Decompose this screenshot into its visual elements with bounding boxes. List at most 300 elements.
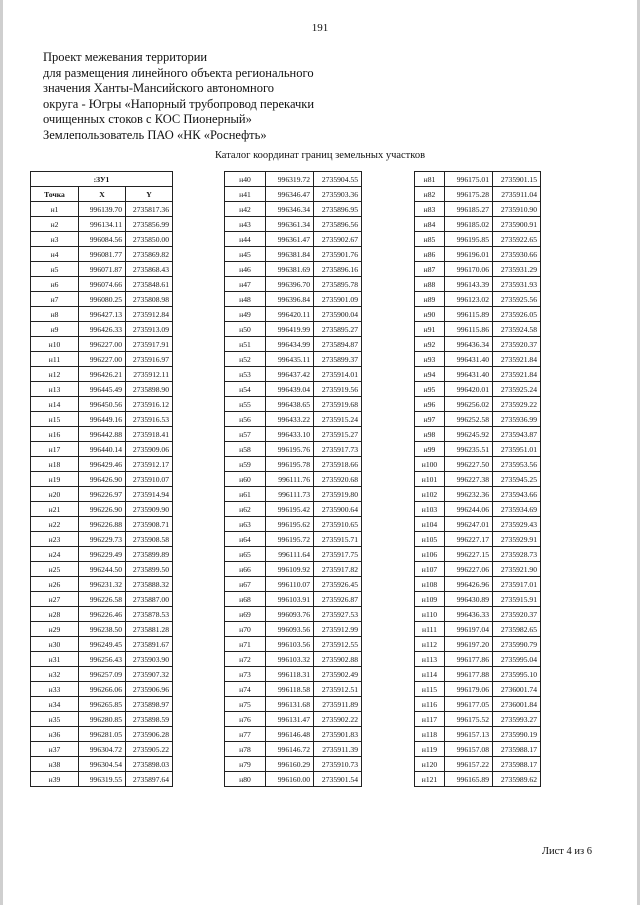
x-coordinate-cell: 996226.58: [79, 592, 126, 607]
point-id-cell: н114: [415, 667, 445, 682]
point-id-cell: н16: [31, 427, 79, 442]
x-coordinate-cell: 996134.11: [79, 217, 126, 232]
x-coordinate-cell: 996266.06: [79, 682, 126, 697]
y-coordinate-cell: 2735918.66: [314, 457, 362, 472]
table-row: [31, 382, 173, 397]
point-id-cell: н31: [31, 652, 79, 667]
y-coordinate-cell: 2735919.68: [314, 397, 362, 412]
x-coordinate-cell: 996431.40: [445, 352, 493, 367]
y-coordinate-cell: 2735848.61: [126, 277, 173, 292]
x-coordinate-cell: 996426.33: [79, 322, 126, 337]
x-coordinate-cell: 996429.46: [79, 457, 126, 472]
x-coordinate-cell: 996426.96: [445, 577, 493, 592]
y-coordinate-cell: 2735928.73: [493, 547, 541, 562]
table-row: [415, 757, 541, 772]
header-line: округа - Югры «Напорный трубопровод перекачки: [43, 96, 315, 111]
point-id-cell: н61: [225, 487, 266, 502]
y-coordinate-cell: 2735850.00: [126, 232, 173, 247]
table-row: [415, 622, 541, 637]
point-id-cell: н101: [415, 472, 445, 487]
point-id-cell: н67: [225, 577, 266, 592]
point-id-cell: н27: [31, 592, 79, 607]
table-row: [225, 307, 362, 322]
y-coordinate-cell: 2735912.84: [126, 307, 173, 322]
column-header-x: X: [79, 187, 126, 202]
y-coordinate-cell: 2735915.71: [314, 532, 362, 547]
point-id-cell: н55: [225, 397, 266, 412]
y-coordinate-cell: 2735878.53: [126, 607, 173, 622]
x-coordinate-cell: 996196.01: [445, 247, 493, 262]
x-coordinate-cell: 996256.43: [79, 652, 126, 667]
table-row: [415, 322, 541, 337]
point-id-cell: н58: [225, 442, 266, 457]
x-coordinate-cell: 996111.76: [266, 472, 314, 487]
x-coordinate-cell: 996438.65: [266, 397, 314, 412]
x-coordinate-cell: 996435.11: [266, 352, 314, 367]
scan-left-edge: [0, 0, 3, 905]
coordinates-table-3: [414, 171, 541, 787]
table-row: [31, 637, 173, 652]
x-coordinate-cell: 996118.58: [266, 682, 314, 697]
point-id-cell: н34: [31, 697, 79, 712]
x-coordinate-cell: 996436.33: [445, 607, 493, 622]
coordinates-table-2: [224, 171, 362, 787]
y-coordinate-cell: 2735910.73: [314, 757, 362, 772]
table-row: [225, 517, 362, 532]
x-coordinate-cell: 996229.73: [79, 532, 126, 547]
y-coordinate-cell: 2735921.84: [493, 367, 541, 382]
y-coordinate-cell: 2735943.66: [493, 487, 541, 502]
x-coordinate-cell: 996157.08: [445, 742, 493, 757]
point-id-cell: н8: [31, 307, 79, 322]
table-row: [31, 442, 173, 457]
y-coordinate-cell: 2735912.51: [314, 682, 362, 697]
table-row: [415, 427, 541, 442]
y-coordinate-cell: 2735912.99: [314, 622, 362, 637]
x-coordinate-cell: 996165.89: [445, 772, 493, 787]
y-coordinate-cell: 2735808.98: [126, 292, 173, 307]
point-id-cell: н13: [31, 382, 79, 397]
y-coordinate-cell: 2735904.55: [314, 172, 362, 187]
y-coordinate-cell: 2735898.90: [126, 382, 173, 397]
x-coordinate-cell: 996195.72: [266, 532, 314, 547]
point-id-cell: н70: [225, 622, 266, 637]
table-row: [225, 652, 362, 667]
x-coordinate-cell: 996227.17: [445, 532, 493, 547]
point-id-cell: н64: [225, 532, 266, 547]
table-row: [31, 412, 173, 427]
table-row: [225, 217, 362, 232]
y-coordinate-cell: 2735899.89: [126, 547, 173, 562]
x-coordinate-cell: 996080.25: [79, 292, 126, 307]
x-coordinate-cell: 996226.88: [79, 517, 126, 532]
y-coordinate-cell: 2735926.05: [493, 307, 541, 322]
y-coordinate-cell: 2735887.00: [126, 592, 173, 607]
x-coordinate-cell: 996170.06: [445, 262, 493, 277]
y-coordinate-cell: 2735868.43: [126, 262, 173, 277]
point-id-cell: н33: [31, 682, 79, 697]
table-row: [31, 667, 173, 682]
point-id-cell: н77: [225, 727, 266, 742]
table-row: [225, 442, 362, 457]
table-row: [415, 262, 541, 277]
x-coordinate-cell: 996226.97: [79, 487, 126, 502]
x-coordinate-cell: 996245.92: [445, 427, 493, 442]
x-coordinate-cell: 996177.88: [445, 667, 493, 682]
y-coordinate-cell: 2735926.87: [314, 592, 362, 607]
point-id-cell: н17: [31, 442, 79, 457]
point-id-cell: н95: [415, 382, 445, 397]
point-id-cell: н56: [225, 412, 266, 427]
table-row: [415, 772, 541, 787]
point-id-cell: н21: [31, 502, 79, 517]
point-id-cell: н2: [31, 217, 79, 232]
y-coordinate-cell: 2735914.94: [126, 487, 173, 502]
x-coordinate-cell: 996175.52: [445, 712, 493, 727]
x-coordinate-cell: 996175.01: [445, 172, 493, 187]
point-id-cell: н46: [225, 262, 266, 277]
x-coordinate-cell: 996244.50: [79, 562, 126, 577]
table-row: [415, 592, 541, 607]
point-id-cell: н44: [225, 232, 266, 247]
table-row: [225, 277, 362, 292]
header-line: значения Ханты-Мансийского автономного: [43, 81, 275, 95]
point-id-cell: н104: [415, 517, 445, 532]
y-coordinate-cell: 2735951.01: [493, 442, 541, 457]
y-coordinate-cell: 2735931.93: [493, 277, 541, 292]
x-coordinate-cell: 996426.90: [79, 472, 126, 487]
table-row: [31, 757, 173, 772]
x-coordinate-cell: 996396.84: [266, 292, 314, 307]
x-coordinate-cell: 996109.92: [266, 562, 314, 577]
point-id-cell: н39: [31, 772, 79, 787]
y-coordinate-cell: 2735901.54: [314, 772, 362, 787]
table-row: [31, 247, 173, 262]
y-coordinate-cell: 2735990.19: [493, 727, 541, 742]
column-header-point: Точка: [31, 187, 79, 202]
y-coordinate-cell: 2735915.91: [493, 592, 541, 607]
x-coordinate-cell: 996084.56: [79, 232, 126, 247]
x-coordinate-cell: 996118.31: [266, 667, 314, 682]
point-id-cell: н115: [415, 682, 445, 697]
point-id-cell: н42: [225, 202, 266, 217]
y-coordinate-cell: 2735945.25: [493, 472, 541, 487]
table-row: [31, 262, 173, 277]
x-coordinate-cell: 996177.05: [445, 697, 493, 712]
table-row: [415, 652, 541, 667]
y-coordinate-cell: 2735925.56: [493, 292, 541, 307]
x-coordinate-cell: 996115.86: [445, 322, 493, 337]
x-coordinate-cell: 996139.70: [79, 202, 126, 217]
table-row: [31, 352, 173, 367]
y-coordinate-cell: 2735926.45: [314, 577, 362, 592]
x-coordinate-cell: 996195.85: [445, 232, 493, 247]
table-row: [415, 547, 541, 562]
x-coordinate-cell: 996396.70: [266, 277, 314, 292]
point-id-cell: н81: [415, 172, 445, 187]
point-id-cell: н112: [415, 637, 445, 652]
table-row: [31, 742, 173, 757]
table-row: [31, 502, 173, 517]
x-coordinate-cell: 996111.73: [266, 487, 314, 502]
point-id-cell: н93: [415, 352, 445, 367]
x-coordinate-cell: 996195.62: [266, 517, 314, 532]
y-coordinate-cell: 2735917.91: [126, 337, 173, 352]
point-id-cell: н71: [225, 637, 266, 652]
table-row: [415, 187, 541, 202]
point-id-cell: н47: [225, 277, 266, 292]
y-coordinate-cell: 2735921.84: [493, 352, 541, 367]
point-id-cell: н57: [225, 427, 266, 442]
y-coordinate-cell: 2735988.17: [493, 757, 541, 772]
table-row: [31, 547, 173, 562]
x-coordinate-cell: 996427.13: [79, 307, 126, 322]
table-row: [225, 172, 362, 187]
x-coordinate-cell: 996280.85: [79, 712, 126, 727]
x-coordinate-cell: 996227.15: [445, 547, 493, 562]
point-id-cell: н18: [31, 457, 79, 472]
table-row: [415, 232, 541, 247]
y-coordinate-cell: 2735931.29: [493, 262, 541, 277]
table-row: [225, 682, 362, 697]
point-id-cell: н45: [225, 247, 266, 262]
point-id-cell: н53: [225, 367, 266, 382]
x-coordinate-cell: 996227.50: [445, 457, 493, 472]
y-coordinate-cell: 2735817.36: [126, 202, 173, 217]
y-coordinate-cell: 2735921.90: [493, 562, 541, 577]
point-id-cell: н4: [31, 247, 79, 262]
y-coordinate-cell: 2735927.53: [314, 607, 362, 622]
x-coordinate-cell: 996433.10: [266, 427, 314, 442]
x-coordinate-cell: 996111.64: [266, 547, 314, 562]
header-line: для размещения линейного объекта регионального: [43, 65, 314, 80]
document-header: [43, 50, 314, 143]
table-row: [415, 292, 541, 307]
y-coordinate-cell: 2735934.69: [493, 502, 541, 517]
x-coordinate-cell: 996074.66: [79, 277, 126, 292]
point-id-cell: н107: [415, 562, 445, 577]
table-row: [415, 712, 541, 727]
y-coordinate-cell: 2735906.28: [126, 727, 173, 742]
point-id-cell: н90: [415, 307, 445, 322]
table-row: [415, 442, 541, 457]
point-id-cell: н105: [415, 532, 445, 547]
x-coordinate-cell: 996226.46: [79, 607, 126, 622]
point-id-cell: н84: [415, 217, 445, 232]
table-row: [225, 247, 362, 262]
x-coordinate-cell: 996381.69: [266, 262, 314, 277]
y-coordinate-cell: 2735902.49: [314, 667, 362, 682]
table-row: [225, 637, 362, 652]
x-coordinate-cell: 996430.89: [445, 592, 493, 607]
point-id-cell: н65: [225, 547, 266, 562]
x-coordinate-cell: 996160.29: [266, 757, 314, 772]
point-id-cell: н79: [225, 757, 266, 772]
x-coordinate-cell: 996426.21: [79, 367, 126, 382]
table-row: [31, 367, 173, 382]
y-coordinate-cell: 2735906.96: [126, 682, 173, 697]
x-coordinate-cell: 996179.06: [445, 682, 493, 697]
x-coordinate-cell: 996227.00: [79, 352, 126, 367]
catalog-title: Каталог координат границ земельных участков: [214, 150, 426, 161]
point-id-cell: н88: [415, 277, 445, 292]
x-coordinate-cell: 996160.00: [266, 772, 314, 787]
point-id-cell: н98: [415, 427, 445, 442]
table-row: [225, 337, 362, 352]
header-line: Проект межевания территории: [43, 50, 208, 64]
table-row: [31, 457, 173, 472]
table-row: [225, 367, 362, 382]
x-coordinate-cell: 996131.68: [266, 697, 314, 712]
y-coordinate-cell: 2735900.04: [314, 307, 362, 322]
table-row: [31, 232, 173, 247]
y-coordinate-cell: 2735896.56: [314, 217, 362, 232]
table-row: [225, 742, 362, 757]
x-coordinate-cell: 996157.22: [445, 757, 493, 772]
y-coordinate-cell: 2735922.65: [493, 232, 541, 247]
point-id-cell: н110: [415, 607, 445, 622]
table-row: [415, 457, 541, 472]
x-coordinate-cell: 996249.45: [79, 637, 126, 652]
x-coordinate-cell: 996346.34: [266, 202, 314, 217]
table-row: [415, 352, 541, 367]
parcel-label: :ЗУ1: [31, 172, 173, 187]
point-id-cell: н14: [31, 397, 79, 412]
x-coordinate-cell: 996319.55: [79, 772, 126, 787]
point-id-cell: н94: [415, 367, 445, 382]
point-id-cell: н30: [31, 637, 79, 652]
table-row: [415, 337, 541, 352]
x-coordinate-cell: 996420.11: [266, 307, 314, 322]
point-id-cell: н32: [31, 667, 79, 682]
x-coordinate-cell: 996157.13: [445, 727, 493, 742]
x-coordinate-cell: 996433.22: [266, 412, 314, 427]
y-coordinate-cell: 2735902.88: [314, 652, 362, 667]
x-coordinate-cell: 996103.32: [266, 652, 314, 667]
table-row: [415, 637, 541, 652]
table-row: [415, 367, 541, 382]
point-id-cell: н15: [31, 412, 79, 427]
y-coordinate-cell: 2735881.28: [126, 622, 173, 637]
x-coordinate-cell: 996319.72: [266, 172, 314, 187]
table-row: [225, 667, 362, 682]
point-id-cell: н35: [31, 712, 79, 727]
point-id-cell: н75: [225, 697, 266, 712]
table-row: [225, 562, 362, 577]
y-coordinate-cell: 2735896.95: [314, 202, 362, 217]
table-row: [31, 682, 173, 697]
point-id-cell: н83: [415, 202, 445, 217]
table-row: [31, 562, 173, 577]
y-coordinate-cell: 2735914.01: [314, 367, 362, 382]
y-coordinate-cell: 2735898.03: [126, 757, 173, 772]
x-coordinate-cell: 996231.32: [79, 577, 126, 592]
table-row: [225, 382, 362, 397]
x-coordinate-cell: 996226.90: [79, 502, 126, 517]
y-coordinate-cell: 2735895.27: [314, 322, 362, 337]
y-coordinate-cell: 2735917.73: [314, 442, 362, 457]
x-coordinate-cell: 996381.84: [266, 247, 314, 262]
point-id-cell: н22: [31, 517, 79, 532]
x-coordinate-cell: 996103.56: [266, 637, 314, 652]
point-id-cell: н74: [225, 682, 266, 697]
point-id-cell: н103: [415, 502, 445, 517]
x-coordinate-cell: 996235.51: [445, 442, 493, 457]
x-coordinate-cell: 996265.85: [79, 697, 126, 712]
page-number: 191: [311, 22, 329, 34]
point-id-cell: н36: [31, 727, 79, 742]
point-id-cell: н116: [415, 697, 445, 712]
point-id-cell: н66: [225, 562, 266, 577]
table-row: [31, 727, 173, 742]
table-row: [415, 502, 541, 517]
y-coordinate-cell: 2735911.89: [314, 697, 362, 712]
y-coordinate-cell: 2735930.66: [493, 247, 541, 262]
table-row: [415, 682, 541, 697]
y-coordinate-cell: 2735908.71: [126, 517, 173, 532]
y-coordinate-cell: 2735995.04: [493, 652, 541, 667]
table-row: [415, 517, 541, 532]
point-id-cell: н73: [225, 667, 266, 682]
y-coordinate-cell: 2735910.90: [493, 202, 541, 217]
point-id-cell: н78: [225, 742, 266, 757]
point-id-cell: н5: [31, 262, 79, 277]
table-row: [225, 592, 362, 607]
x-coordinate-cell: 996419.99: [266, 322, 314, 337]
x-coordinate-cell: 996252.58: [445, 412, 493, 427]
y-coordinate-cell: 2735888.32: [126, 577, 173, 592]
y-coordinate-cell: 2735920.37: [493, 337, 541, 352]
y-coordinate-cell: 2735953.56: [493, 457, 541, 472]
y-coordinate-cell: 2735910.65: [314, 517, 362, 532]
table-row: [31, 592, 173, 607]
table-row: [225, 547, 362, 562]
y-coordinate-cell: 2735891.67: [126, 637, 173, 652]
y-coordinate-cell: 2735900.64: [314, 502, 362, 517]
x-coordinate-cell: 996247.01: [445, 517, 493, 532]
x-coordinate-cell: 996195.78: [266, 457, 314, 472]
x-coordinate-cell: 996227.38: [445, 472, 493, 487]
point-id-cell: н63: [225, 517, 266, 532]
table-row: [415, 307, 541, 322]
y-coordinate-cell: 2735897.64: [126, 772, 173, 787]
y-coordinate-cell: 2735912.11: [126, 367, 173, 382]
x-coordinate-cell: 996081.77: [79, 247, 126, 262]
table-row: [31, 322, 173, 337]
x-coordinate-cell: 996071.87: [79, 262, 126, 277]
table-row: [31, 427, 173, 442]
x-coordinate-cell: 996440.14: [79, 442, 126, 457]
point-id-cell: н6: [31, 277, 79, 292]
table-row: [225, 772, 362, 787]
point-id-cell: н23: [31, 532, 79, 547]
y-coordinate-cell: 2735899.50: [126, 562, 173, 577]
y-coordinate-cell: 2735919.80: [314, 487, 362, 502]
table-row: [415, 277, 541, 292]
y-coordinate-cell: 2735908.58: [126, 532, 173, 547]
x-coordinate-cell: 996131.47: [266, 712, 314, 727]
y-coordinate-cell: 2735924.58: [493, 322, 541, 337]
y-coordinate-cell: 2736001.74: [493, 682, 541, 697]
table-row: [415, 487, 541, 502]
table-row: [415, 247, 541, 262]
x-coordinate-cell: 996175.28: [445, 187, 493, 202]
y-coordinate-cell: 2735902.22: [314, 712, 362, 727]
table-row: [225, 622, 362, 637]
point-id-cell: н24: [31, 547, 79, 562]
point-id-cell: н28: [31, 607, 79, 622]
table-row: [225, 292, 362, 307]
